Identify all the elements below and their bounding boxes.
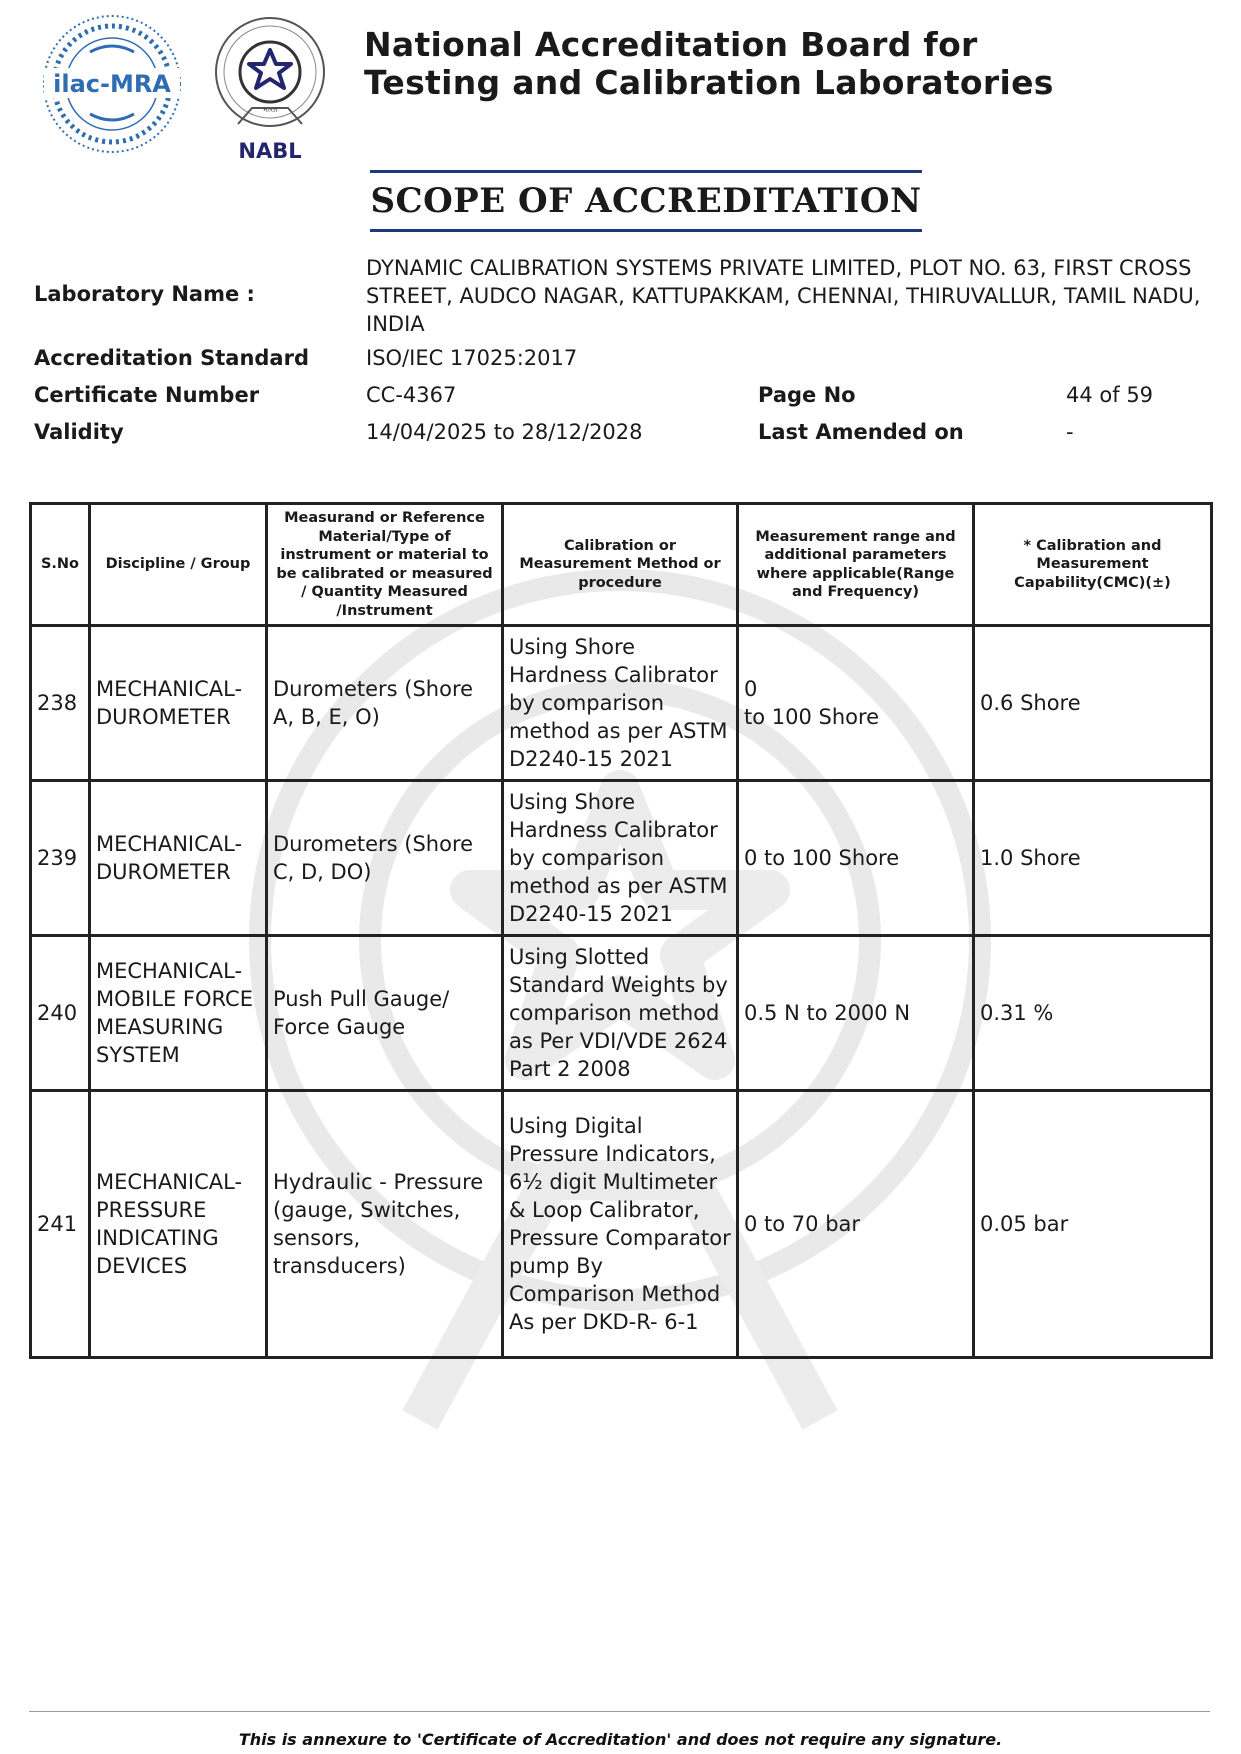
lab-name-value [366, 254, 1206, 338]
org-title-line2: Testing and Calibration Laboratories [364, 63, 1054, 102]
cell-cmc: 0.6 Shore [974, 626, 1212, 781]
header-cmc: * Calibration and Measurement Capability(CMC)(±) [974, 504, 1212, 626]
cell-method: Using Shore Hardness Calibrator by comparison method as per ASTM D2240-15 2021 [503, 626, 738, 781]
svg-text:भारत: भारत [262, 105, 278, 114]
table-row [31, 781, 1212, 936]
cell-method: Using Shore Hardness Calibrator by comparison method as per ASTM D2240-15 2021 [503, 781, 738, 936]
svg-text:NABL: NABL [238, 139, 302, 163]
cell-measurand: Hydraulic - Pressure (gauge, Switches, sensors, transducers) [267, 1091, 503, 1358]
certificate-value: CC-4367 [366, 383, 457, 407]
cell-measurand: Durometers (Shore C, D, DO) [267, 781, 503, 936]
header-discipline: Discipline / Group [90, 504, 267, 626]
table-row [31, 1091, 1212, 1358]
page-no-value: 44 of 59 [1066, 383, 1154, 407]
cell-discipline: MECHANICAL- PRESSURE INDICATING DEVICES [90, 1091, 267, 1358]
cell-range: 0 to 100 Shore [738, 781, 974, 936]
table-row [31, 936, 1212, 1091]
cell-method: Using Slotted Standard Weights by comparison method as Per VDI/VDE 2624 Part 2 2008 [503, 936, 738, 1091]
cell-discipline: MECHANICAL- DUROMETER [90, 626, 267, 781]
cell-sno: 240 [31, 936, 90, 1091]
validity-label: Validity [34, 420, 124, 444]
footer-divider [29, 1711, 1210, 1712]
svg-text:ilac-MRA: ilac-MRA [53, 70, 171, 98]
ilac-mra-logo [40, 12, 184, 156]
scope-table [29, 502, 1213, 1359]
lab-name-line: STREET, AUDCO NAGAR, KATTUPAKKAM, CHENNAI, THIRUVALLUR, TAMIL NADU, [366, 284, 1201, 308]
cell-measurand: Durometers (Shore A, B, E, O) [267, 626, 503, 781]
cell-sno: 241 [31, 1091, 90, 1358]
lab-name-label: Laboratory Name : [34, 282, 255, 306]
nabl-logo [210, 12, 330, 172]
last-amended-label: Last Amended on [758, 420, 964, 444]
cell-discipline: MECHANICAL- MOBILE FORCE MEASURING SYSTEM [90, 936, 267, 1091]
cell-method: Using Digital Pressure Indicators, 6½ digit Multimeter & Loop Calibrator, Pressure Comparator pump By Comparison Method As per DKD-R- 6-1 [503, 1091, 738, 1358]
lab-name-line: DYNAMIC CALIBRATION SYSTEMS PRIVATE LIMITED, PLOT NO. 63, FIRST CROSS [366, 256, 1192, 280]
validity-value: 14/04/2025 to 28/12/2028 [366, 420, 643, 444]
standard-label: Accreditation Standard [34, 346, 309, 370]
table-header-row [31, 504, 1212, 626]
page-no-label: Page No [758, 383, 856, 407]
cell-cmc: 0.31 % [974, 936, 1212, 1091]
cell-sno: 239 [31, 781, 90, 936]
cell-range [738, 626, 974, 781]
header-measurand: Measurand or Reference Material/Type of instrument or material to be calibrated or measured / Quantity Measured /Instrument [267, 504, 503, 626]
table-row [31, 626, 1212, 781]
cell-cmc: 0.05 bar [974, 1091, 1212, 1358]
range-line: to 100 Shore [744, 705, 880, 729]
cell-discipline: MECHANICAL- DUROMETER [90, 781, 267, 936]
organization-title [364, 26, 1144, 102]
lab-name-line: INDIA [366, 312, 425, 336]
cell-measurand: Push Pull Gauge/ Force Gauge [267, 936, 503, 1091]
header-range: Measurement range and additional parameters where applicable(Range and Frequency) [738, 504, 974, 626]
cell-sno: 238 [31, 626, 90, 781]
range-line: 0 [744, 677, 758, 701]
cell-range: 0.5 N to 2000 N [738, 936, 974, 1091]
cell-range: 0 to 70 bar [738, 1091, 974, 1358]
cell-cmc: 1.0 Shore [974, 781, 1212, 936]
last-amended-value: - [1066, 420, 1074, 444]
footer-note: This is annexure to 'Certificate of Accreditation' and does not require any signature. [238, 1730, 1003, 1749]
header-sno: S.No [31, 504, 90, 626]
scope-title: SCOPE OF ACCREDITATION [370, 170, 922, 232]
standard-value: ISO/IEC 17025:2017 [366, 346, 578, 370]
org-title-line1: National Accreditation Board for [364, 25, 978, 64]
header-method: Calibration or Measurement Method or procedure [503, 504, 738, 626]
certificate-label: Certificate Number [34, 383, 260, 407]
